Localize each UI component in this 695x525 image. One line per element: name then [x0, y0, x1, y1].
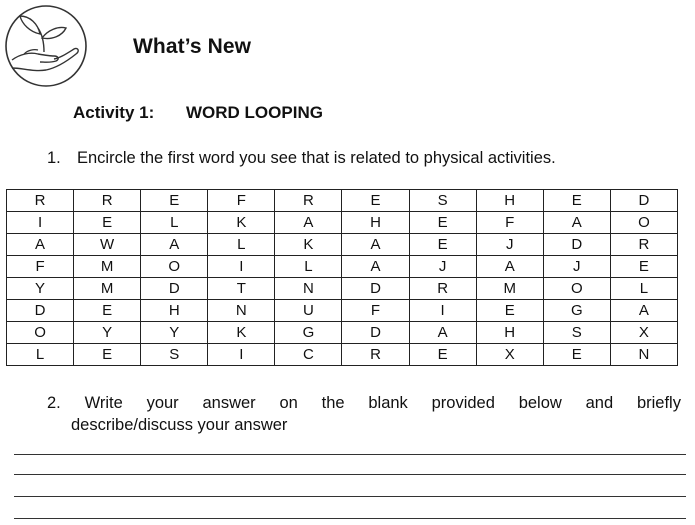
grid-cell[interactable]: R [610, 234, 677, 256]
grid-cell[interactable]: Y [7, 278, 74, 300]
answer-line[interactable] [14, 518, 686, 519]
answer-line[interactable] [14, 454, 686, 455]
grid-cell[interactable]: H [141, 300, 208, 322]
grid-cell[interactable]: R [275, 190, 342, 212]
grid-row [7, 212, 678, 234]
grid-cell[interactable]: N [275, 278, 342, 300]
grid-cell[interactable]: N [208, 300, 275, 322]
grid-cell[interactable]: L [141, 212, 208, 234]
grid-cell[interactable]: E [74, 344, 141, 366]
grid-row [7, 344, 678, 366]
question-2-word: briefly [636, 394, 681, 412]
grid-cell[interactable]: A [610, 300, 677, 322]
grid-cell[interactable]: L [610, 278, 677, 300]
grid-cell[interactable]: E [543, 344, 610, 366]
grid-cell[interactable]: C [275, 344, 342, 366]
grid-cell[interactable]: G [543, 300, 610, 322]
grid-cell[interactable]: A [342, 256, 409, 278]
grid-cell[interactable]: A [543, 212, 610, 234]
grid-cell[interactable]: E [74, 300, 141, 322]
grid-row [7, 322, 678, 344]
question-2-word: your [146, 394, 179, 412]
grid-cell[interactable]: R [7, 190, 74, 212]
grid-cell[interactable]: A [476, 256, 543, 278]
grid-cell[interactable]: F [7, 256, 74, 278]
grid-cell[interactable]: O [7, 322, 74, 344]
grid-cell[interactable]: L [208, 234, 275, 256]
grid-cell[interactable]: H [476, 322, 543, 344]
question-2-text-line2: describe/discuss your answer [71, 416, 288, 434]
grid-cell[interactable]: R [342, 344, 409, 366]
grid-cell[interactable]: E [141, 190, 208, 212]
grid-cell[interactable]: K [208, 322, 275, 344]
grid-cell[interactable]: J [543, 256, 610, 278]
activity-name: WORD LOOPING [186, 103, 323, 122]
grid-cell[interactable]: D [7, 300, 74, 322]
grid-cell[interactable]: E [543, 190, 610, 212]
grid-row [7, 190, 678, 212]
grid-row [7, 234, 678, 256]
grid-cell[interactable]: A [342, 234, 409, 256]
grid-cell[interactable]: L [275, 256, 342, 278]
grid-cell[interactable]: U [275, 300, 342, 322]
grid-cell[interactable]: L [7, 344, 74, 366]
grid-cell[interactable]: J [476, 234, 543, 256]
grid-cell[interactable]: E [610, 256, 677, 278]
grid-cell[interactable]: K [275, 234, 342, 256]
grid-cell[interactable]: M [74, 278, 141, 300]
question-2-word: and [585, 394, 614, 412]
grid-cell[interactable]: O [543, 278, 610, 300]
question-2-word: below [518, 394, 562, 412]
grid-cell[interactable]: D [543, 234, 610, 256]
question-1-text: Encircle the first word you see that is related to physical activities. [77, 149, 556, 167]
question-1 [47, 149, 556, 168]
grid-cell[interactable]: Y [141, 322, 208, 344]
question-2-word: provided [431, 394, 495, 412]
grid-cell[interactable]: S [141, 344, 208, 366]
grid-cell[interactable]: J [409, 256, 476, 278]
grid-cell[interactable]: I [208, 256, 275, 278]
grid-cell[interactable]: O [610, 212, 677, 234]
grid-cell[interactable]: D [610, 190, 677, 212]
question-2-word: on [279, 394, 298, 412]
hand-holding-plant-icon [4, 4, 88, 88]
grid-cell[interactable]: D [342, 322, 409, 344]
answer-line[interactable] [14, 474, 686, 475]
page-title: What’s New [133, 35, 252, 58]
question-2 [47, 392, 681, 436]
grid-cell[interactable]: I [409, 300, 476, 322]
grid-cell[interactable]: O [141, 256, 208, 278]
grid-cell[interactable]: E [74, 212, 141, 234]
grid-cell[interactable]: X [610, 322, 677, 344]
grid-cell[interactable]: E [342, 190, 409, 212]
question-1-number: 1. [47, 149, 61, 167]
grid-cell[interactable]: N [610, 344, 677, 366]
grid-cell[interactable]: K [208, 212, 275, 234]
grid-cell[interactable]: S [409, 190, 476, 212]
question-2-word: the [321, 394, 345, 412]
grid-row [7, 256, 678, 278]
grid-cell[interactable]: H [476, 190, 543, 212]
grid-cell[interactable]: H [342, 212, 409, 234]
grid-cell[interactable]: E [409, 212, 476, 234]
grid-cell[interactable]: A [141, 234, 208, 256]
grid-cell[interactable]: D [141, 278, 208, 300]
activity-heading [73, 103, 323, 123]
grid-cell[interactable]: X [476, 344, 543, 366]
grid-cell[interactable]: E [476, 300, 543, 322]
grid-cell[interactable]: A [409, 322, 476, 344]
grid-cell[interactable]: I [208, 344, 275, 366]
grid-cell[interactable]: A [7, 234, 74, 256]
grid-cell[interactable]: R [409, 278, 476, 300]
grid-cell[interactable]: A [275, 212, 342, 234]
grid-cell[interactable]: F [342, 300, 409, 322]
grid-cell[interactable]: E [409, 234, 476, 256]
word-search-grid [6, 189, 678, 366]
question-2-number: 2. [47, 394, 61, 412]
grid-cell[interactable]: E [409, 344, 476, 366]
grid-cell[interactable]: F [208, 190, 275, 212]
question-2-word: answer [202, 394, 256, 412]
grid-cell[interactable]: F [476, 212, 543, 234]
grid-cell[interactable]: M [74, 256, 141, 278]
grid-cell[interactable]: R [74, 190, 141, 212]
grid-cell[interactable]: G [275, 322, 342, 344]
grid-cell[interactable]: Y [74, 322, 141, 344]
grid-cell[interactable]: W [74, 234, 141, 256]
answer-line[interactable] [14, 496, 686, 497]
grid-row [7, 300, 678, 322]
grid-cell[interactable]: D [342, 278, 409, 300]
question-2-word: blank [368, 394, 408, 412]
question-2-word: Write [84, 394, 123, 412]
grid-cell[interactable]: S [543, 322, 610, 344]
grid-row [7, 278, 678, 300]
grid-cell[interactable]: I [7, 212, 74, 234]
activity-label: Activity 1: [73, 103, 155, 122]
grid-cell[interactable]: M [476, 278, 543, 300]
grid-cell[interactable]: T [208, 278, 275, 300]
